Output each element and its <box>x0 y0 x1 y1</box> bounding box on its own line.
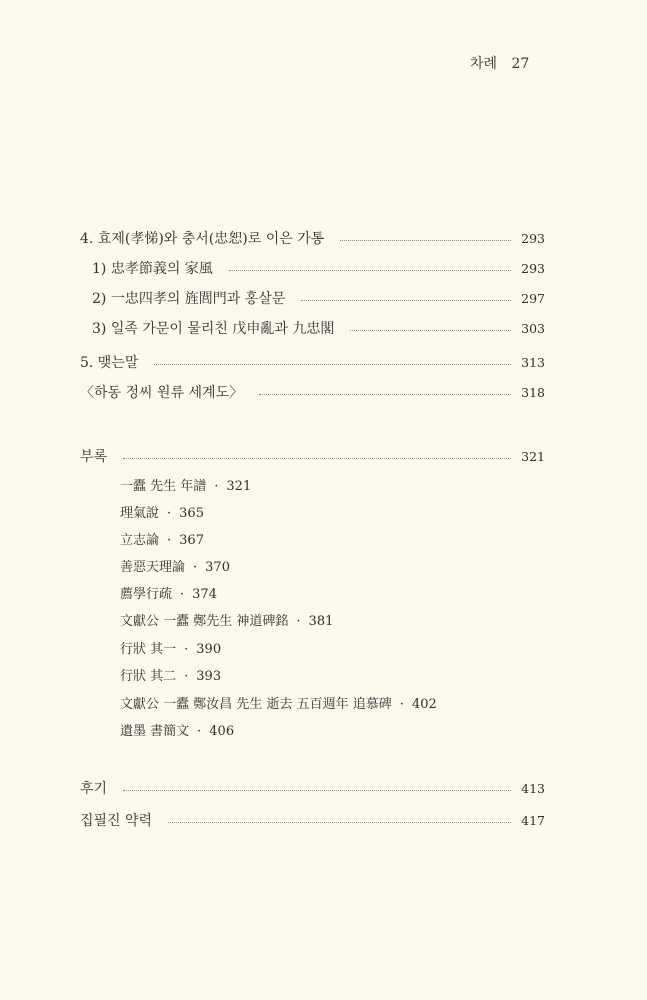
toc-entry <box>92 258 545 278</box>
toc-page: 293 <box>521 260 545 276</box>
running-header <box>470 53 529 73</box>
toc-page: 321 <box>521 448 545 464</box>
dot-leader <box>340 240 511 241</box>
appendix-item: 文獻公 一蠹 鄭汝昌 先生 逝去 五百週年 追慕碑 · 402 <box>120 697 437 712</box>
toc-title: 부록 <box>80 449 108 465</box>
toc-title: 4. 효제(孝悌)와 충서(忠恕)로 이은 가통 <box>80 231 325 247</box>
dot-leader <box>123 458 511 459</box>
appendix-item: 善惡天理論 · 370 <box>120 560 230 575</box>
toc-title: 후기 <box>80 781 108 797</box>
dot-leader <box>229 270 511 271</box>
toc-page: 297 <box>521 290 545 306</box>
toc-title: 2) 一忠四孝의 旌閭門과 홍살문 <box>92 291 286 307</box>
toc-entry <box>80 778 545 798</box>
appendix-item: 遺墨 書簡文 · 406 <box>120 724 235 739</box>
toc-page: 417 <box>521 812 545 828</box>
toc-entry <box>80 810 545 830</box>
toc-entry <box>92 288 545 308</box>
toc-appendix <box>80 446 545 466</box>
header-section: 차례 <box>470 56 498 72</box>
appendix-item: 理氣說 · 365 <box>120 506 204 521</box>
toc-page: 313 <box>521 354 545 370</box>
toc-title: 〈하동 정씨 원류 세계도〉 <box>80 385 244 401</box>
dot-leader <box>259 394 511 395</box>
toc-page: 318 <box>521 384 545 400</box>
appendix-item: 文獻公 一蠹 鄭先生 神道碑銘 · 381 <box>120 614 334 629</box>
header-page-number: 27 <box>511 56 530 72</box>
dot-leader <box>123 790 511 791</box>
toc-entry <box>80 228 545 248</box>
dot-leader <box>301 300 511 301</box>
dot-leader <box>168 822 511 823</box>
toc-title: 3) 일족 가문이 물리친 戊申亂과 九忠閣 <box>92 321 335 337</box>
appendix-item: 行狀 其二 · 393 <box>120 669 222 684</box>
toc-page: 293 <box>521 230 545 246</box>
toc-entry <box>80 352 545 372</box>
toc-title: 집필진 약력 <box>80 813 153 829</box>
appendix-item: 一蠹 先生 年譜 · 321 <box>120 479 252 494</box>
appendix-item: 立志論 · 367 <box>120 533 204 548</box>
dot-leader <box>154 364 511 365</box>
appendix-item: 行狀 其一 · 390 <box>120 642 222 657</box>
toc-title: 1) 忠孝節義의 家風 <box>92 261 213 277</box>
toc-page: 413 <box>521 780 545 796</box>
dot-leader <box>350 330 511 331</box>
toc-entry <box>80 382 545 402</box>
appendix-item: 薦學行疏 · 374 <box>120 587 217 602</box>
toc-page: 303 <box>521 320 545 336</box>
toc-title: 5. 맺는말 <box>80 355 139 371</box>
toc-entry <box>92 318 545 338</box>
